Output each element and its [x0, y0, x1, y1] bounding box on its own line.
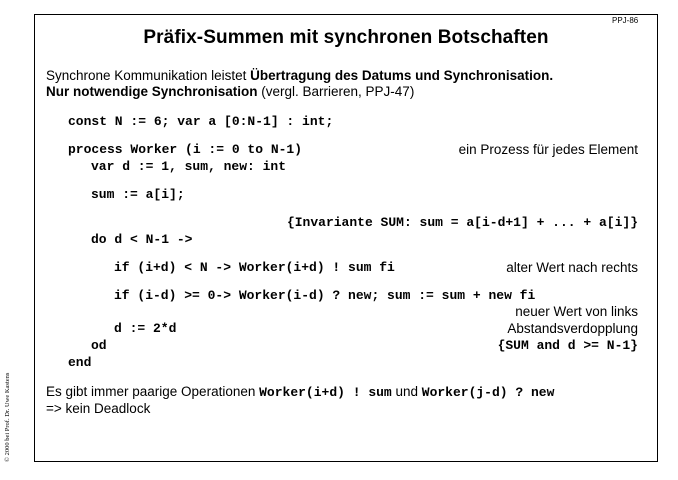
- intro-line-2: [46, 84, 414, 100]
- code-var: var d := 1, sum, new: int: [91, 159, 287, 174]
- comment-process: ein Prozess für jedes Element: [458, 142, 638, 157]
- code-send: if (i+d) < N -> Worker(i+d) ! sum fi: [114, 260, 395, 275]
- code-od-assertion: {SUM and d >= N-1}: [497, 338, 638, 353]
- intro-line-1-plain: Synchrone Kommunikation leistet: [46, 68, 251, 83]
- comment-recv: neuer Wert von links: [515, 304, 638, 319]
- code-do: do d < N-1 ->: [91, 232, 193, 247]
- comment-send: alter Wert nach rechts: [506, 260, 638, 275]
- page-code: PPJ-86: [612, 16, 639, 25]
- footer-line-1: [46, 384, 554, 401]
- code-end: end: [68, 355, 92, 370]
- footer-code-1: Worker(i+d) ! sum: [259, 385, 392, 400]
- footer-plain-2: und: [391, 384, 422, 399]
- code-const: const N := 6; var a [0:N-1] : int;: [68, 114, 334, 129]
- code-invariant: {Invariante SUM: sum = a[i-d+1] + ... + a[i]}: [286, 215, 638, 230]
- footer-plain-1: Es gibt immer paarige Operationen: [46, 384, 260, 399]
- intro-line-1-bold: Übertragung des Datums und Synchronisation.: [250, 68, 554, 83]
- code-sum: sum := a[i];: [91, 187, 185, 202]
- copyright-note: © 2000 bei Prof. Dr. Uwe Kastens: [4, 372, 11, 462]
- comment-double: Abstandsverdopplung: [507, 321, 638, 336]
- code-od: od: [91, 338, 107, 353]
- intro-line-1: [46, 68, 553, 84]
- footer-code-2: Worker(j-d) ? new: [421, 385, 555, 400]
- slide-title: Präfix-Summen mit synchronen Botschaften: [143, 27, 549, 48]
- code-double: d := 2*d: [114, 321, 177, 336]
- intro-line-2-bold: Nur notwendige Synchronisation: [46, 84, 258, 99]
- intro-line-2-plain: (vergl. Barrieren, PPJ-47): [257, 84, 415, 99]
- code-process: process Worker (i := 0 to N-1): [68, 142, 303, 157]
- footer-line-2: => kein Deadlock: [46, 401, 151, 416]
- code-recv: if (i-d) >= 0-> Worker(i-d) ? new; sum := sum + new fi: [114, 288, 536, 303]
